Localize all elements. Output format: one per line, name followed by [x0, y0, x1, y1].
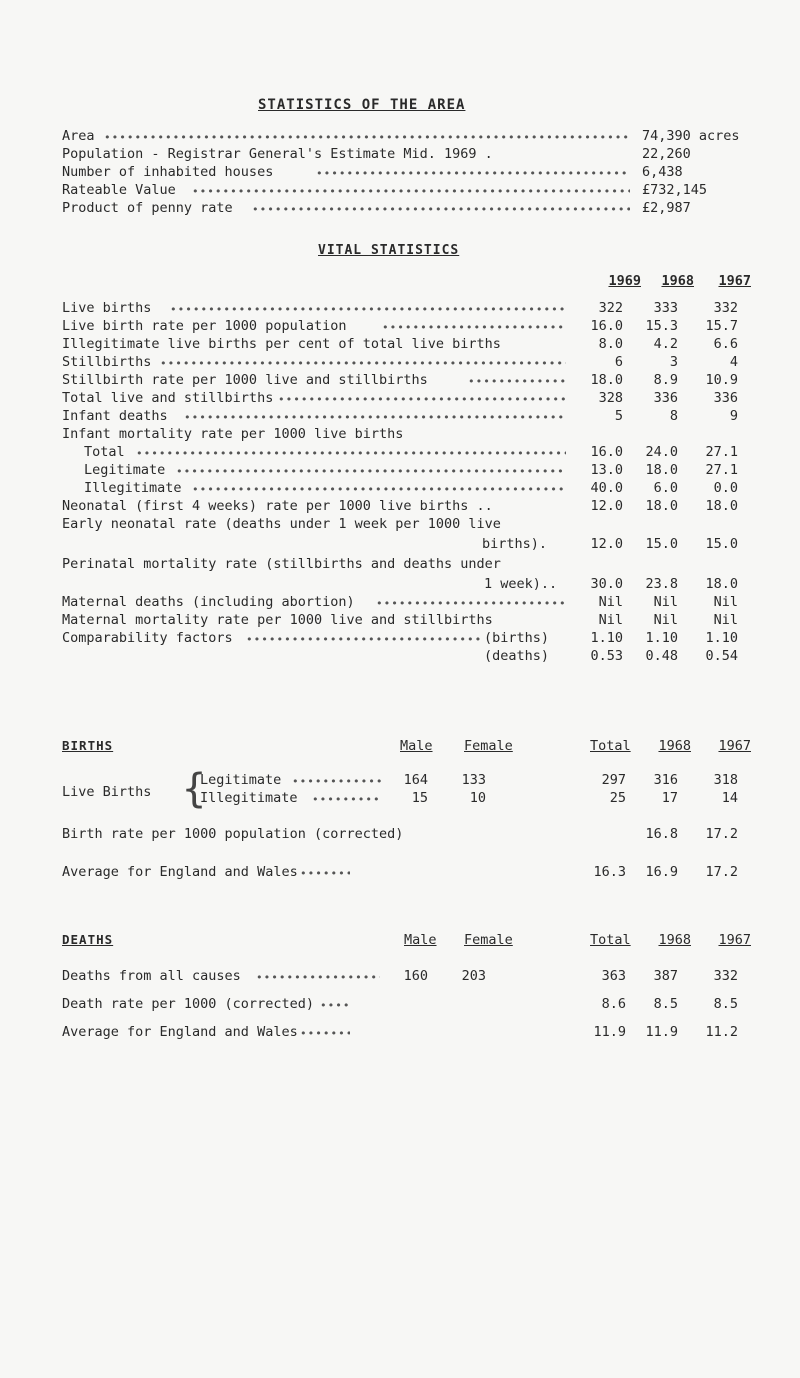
value-1968: 16.8: [645, 826, 678, 842]
value-1969: 16.0: [590, 444, 623, 460]
value-total: 11.9: [593, 1024, 626, 1040]
row-label: Illegitimate live births per cent of total live births: [62, 336, 501, 352]
value-1968: 18.0: [645, 498, 678, 514]
value-1967: 17.2: [705, 864, 738, 880]
value-1968: 24.0: [645, 444, 678, 460]
value-1969: 12.0: [590, 536, 623, 552]
leader-dots: [192, 483, 566, 496]
row-label: Infant deaths: [62, 408, 168, 424]
row-label: Infant mortality rate per 1000 live births: [62, 426, 404, 442]
value-1969: 1.10: [590, 630, 623, 646]
row-label: Stillbirths: [62, 354, 152, 370]
population-label: Population - Registrar General's Estimate Mid. 1969 .: [62, 146, 493, 162]
value-1967: 14: [721, 790, 738, 806]
value-1968: 336: [653, 390, 678, 406]
header-female: Female: [464, 932, 513, 948]
value-1968: Nil: [653, 594, 678, 610]
value-1968: 17: [661, 790, 678, 806]
row-label: Total live and stillbirths: [62, 390, 274, 406]
value-male: 15: [411, 790, 428, 806]
value-1967: 18.0: [705, 576, 738, 592]
value-1967: 318: [713, 772, 738, 788]
value-1967: 18.0: [705, 498, 738, 514]
leader-dots: [300, 1027, 350, 1040]
row-label-continued: births).: [482, 536, 548, 552]
value-1969: 8.0: [598, 336, 623, 352]
value-1967: 0.54: [705, 648, 738, 664]
row-label: Deaths from all causes: [62, 968, 241, 984]
header-female: Female: [464, 738, 513, 754]
live-births-label: Live Births: [62, 784, 152, 800]
vital-statistics-title: VITAL STATISTICS: [318, 243, 460, 258]
leader-dots: [184, 411, 566, 424]
value-1968: 23.8: [645, 576, 678, 592]
houses-value: 6,438: [642, 164, 683, 180]
value-1968: 0.48: [645, 648, 678, 664]
value-total: 297: [601, 772, 626, 788]
leader-dots: [300, 867, 350, 880]
penny-rate-label: Product of penny rate: [62, 200, 233, 216]
value-female: 133: [461, 772, 486, 788]
area-value: 74,390 acres: [642, 128, 740, 144]
row-label: Legitimate: [200, 772, 282, 788]
leader-dots: [278, 393, 566, 406]
value-1967: 6.6: [713, 336, 738, 352]
value-1969: 322: [598, 300, 623, 316]
leader-dots: [292, 775, 382, 788]
value-1967: 332: [713, 300, 738, 316]
leader-dots: [468, 375, 566, 388]
value-1968: 333: [653, 300, 678, 316]
row-label: Neonatal (first 4 weeks) rate per 1000 live births ..: [62, 498, 493, 514]
row-label: Live births: [62, 300, 152, 316]
value-1967: Nil: [713, 612, 738, 628]
value-1967: 27.1: [705, 462, 738, 478]
value-1969: 30.0: [590, 576, 623, 592]
leader-dots: [170, 303, 566, 316]
value-1968: 3: [669, 354, 678, 370]
leader-dots: [256, 971, 380, 984]
header-1967: 1967: [718, 932, 751, 948]
value-female: 203: [461, 968, 486, 984]
value-1969: 13.0: [590, 462, 623, 478]
value-1969: 18.0: [590, 372, 623, 388]
header-1967: 1967: [718, 738, 751, 754]
row-label: Death rate per 1000 (corrected): [62, 996, 314, 1012]
value-1967: 0.0: [713, 480, 738, 496]
year-header-1967: 1967: [718, 273, 751, 289]
header-total: Total: [590, 738, 631, 754]
row-label: Comparability factors: [62, 630, 233, 646]
leader-dots: [376, 597, 566, 610]
leader-dots: [246, 633, 482, 646]
leader-dots: [104, 131, 630, 144]
header-male: Male: [404, 932, 437, 948]
row-label: Illegitimate: [200, 790, 298, 806]
header-1968: 1968: [658, 738, 691, 754]
page-title: STATISTICS OF THE AREA: [258, 97, 466, 113]
value-1969: 328: [598, 390, 623, 406]
header-male: Male: [400, 738, 433, 754]
value-1968: 1.10: [645, 630, 678, 646]
rateable-value-value: £732,145: [642, 182, 708, 198]
value-1967: 4: [729, 354, 738, 370]
value-1967: 11.2: [705, 1024, 738, 1040]
value-1967: 332: [713, 968, 738, 984]
header-total: Total: [590, 932, 631, 948]
value-1969: Nil: [598, 612, 623, 628]
value-1967: 15.7: [705, 318, 738, 334]
row-label-continued: 1 week)..: [484, 576, 558, 592]
value-total: 16.3: [593, 864, 626, 880]
row-sub-label: (deaths): [484, 648, 550, 664]
leader-dots: [192, 185, 630, 198]
value-1969: 12.0: [590, 498, 623, 514]
value-1968: 8.9: [653, 372, 678, 388]
value-1967: 336: [713, 390, 738, 406]
row-label: Legitimate: [84, 462, 166, 478]
row-label: Early neonatal rate (deaths under 1 week per 1000 live: [62, 516, 501, 532]
row-label: Maternal mortality rate per 1000 live and stillbirths: [62, 612, 493, 628]
row-label: Illegitimate: [84, 480, 182, 496]
value-1968: 15.3: [645, 318, 678, 334]
leader-dots: [382, 321, 566, 334]
leader-dots: [176, 465, 566, 478]
area-label: Area: [62, 128, 95, 144]
deaths-title: DEATHS: [62, 932, 114, 947]
year-header-1968: 1968: [661, 273, 694, 289]
row-label: Maternal deaths (including abortion): [62, 594, 355, 610]
value-1968: 8.5: [653, 996, 678, 1012]
value-1967: 10.9: [705, 372, 738, 388]
value-1967: Nil: [713, 594, 738, 610]
value-1967: 8.5: [713, 996, 738, 1012]
value-male: 164: [403, 772, 428, 788]
population-value: 22,260: [642, 146, 691, 162]
leader-dots: [320, 999, 350, 1012]
value-female: 10: [469, 790, 486, 806]
value-1967: 17.2: [705, 826, 738, 842]
value-male: 160: [403, 968, 428, 984]
value-1968: 15.0: [645, 536, 678, 552]
birth-rate-label: Birth rate per 1000 population (corrected): [62, 826, 404, 842]
value-1969: 6: [614, 354, 623, 370]
value-1969: 0.53: [590, 648, 623, 664]
value-1969: Nil: [598, 594, 623, 610]
row-label: Live birth rate per 1000 population: [62, 318, 347, 334]
value-1968: 18.0: [645, 462, 678, 478]
value-1967: 1.10: [705, 630, 738, 646]
leader-dots: [252, 203, 630, 216]
value-1968: 8: [669, 408, 678, 424]
row-sub-label: (births): [484, 630, 550, 646]
births-title: BIRTHS: [62, 738, 114, 753]
row-label: Stillbirth rate per 1000 live and stillbirths: [62, 372, 428, 388]
houses-label: Number of inhabited houses: [62, 164, 274, 180]
value-1967: 15.0: [705, 536, 738, 552]
value-1969: 5: [614, 408, 623, 424]
value-1967: 9: [729, 408, 738, 424]
average-label: Average for England and Wales: [62, 864, 298, 880]
value-1968: 387: [653, 968, 678, 984]
value-total: 363: [601, 968, 626, 984]
value-1968: 16.9: [645, 864, 678, 880]
value-1969: 40.0: [590, 480, 623, 496]
value-1967: 27.1: [705, 444, 738, 460]
value-total: 8.6: [601, 996, 626, 1012]
row-label: Perinatal mortality rate (stillbirths and deaths under: [62, 556, 501, 572]
leader-dots: [160, 357, 566, 370]
value-1968: 4.2: [653, 336, 678, 352]
penny-rate-value: £2,987: [642, 200, 691, 216]
brace-icon: {: [182, 766, 207, 812]
row-label: Average for England and Wales: [62, 1024, 298, 1040]
value-1968: 6.0: [653, 480, 678, 496]
value-1968: 11.9: [645, 1024, 678, 1040]
row-label: Total: [84, 444, 125, 460]
header-1968: 1968: [658, 932, 691, 948]
value-1969: 16.0: [590, 318, 623, 334]
value-1968: Nil: [653, 612, 678, 628]
year-header-1969: 1969: [608, 273, 641, 289]
leader-dots: [312, 793, 382, 806]
leader-dots: [136, 447, 566, 460]
leader-dots: [316, 167, 630, 180]
rateable-value-label: Rateable Value: [62, 182, 176, 198]
value-total: 25: [609, 790, 626, 806]
value-1968: 316: [653, 772, 678, 788]
